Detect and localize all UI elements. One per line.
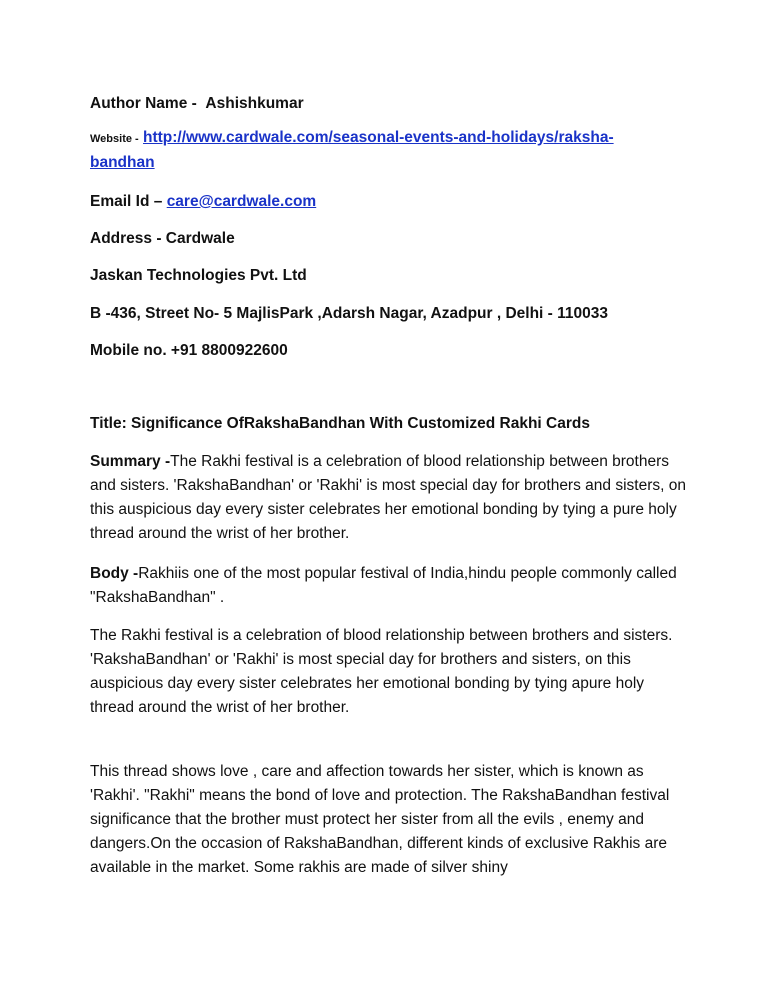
address-line: B -436, Street No- 5 MajlisPark ,Adarsh Nagar, Azadpur , Delhi - 110033 (90, 305, 609, 322)
email-label: Email Id – (90, 193, 163, 210)
body-label: Body - (90, 565, 139, 582)
paragraph-1: The Rakhi festival is a celebration of blood relationship between brothers and sisters. 'RakshaBandhan' or 'Rakhi' is most special day for brothers and sisters, on this auspicious day every sister celebrates her emotional bonding by tying apure holy thread around the wrist of her brother. (90, 627, 673, 716)
website-link[interactable]: http://www.cardwale.com/seasonal-events-and-holidays/raksha- (143, 129, 614, 146)
author-line (90, 94, 304, 113)
summary-paragraph (90, 450, 690, 546)
paragraph-2: This thread shows love , care and affection towards her sister, which is known as 'Rakhi'. "Rakhi" means the bond of love and protection. The RakshaBandhan festival significance that the brother must protect her sister from all the evils , enemy and dangers.On the occasion of RakshaBandhan, different kinds of exclusive Rakhis are available in the market. Some rakhis are made of silver shiny (90, 763, 670, 876)
mobile-line: Mobile no. +91 8800922600 (90, 342, 288, 359)
author-name: Ashishkumar (205, 95, 304, 112)
website-link-continued[interactable]: bandhan (90, 154, 155, 171)
email-link[interactable]: care@cardwale.com (166, 193, 317, 210)
article-title: Title: Significance OfRakshaBandhan With Customized Rakhi Cards (90, 415, 590, 432)
website-line (90, 128, 614, 149)
website-label: Website - (90, 133, 139, 145)
email-line (90, 192, 316, 211)
company-name: Jaskan Technologies Pvt. Ltd (90, 267, 307, 284)
author-label: Author Name - (90, 95, 197, 112)
summary-label: Summary - (90, 453, 171, 470)
website-line-2 (90, 153, 155, 172)
body-paragraph (90, 562, 690, 610)
summary-text: The Rakhi festival is a celebration of blood relationship between brothers and sisters. 'RakshaBandhan' or 'Rakhi' is most special day for brothers and sisters, on this auspicious day every sister celebrates her emotional bonding by tying a pure holy thread around the wrist of her brother. (90, 453, 686, 542)
body-text: Rakhiis one of the most popular festival of India,hindu people commonly called "RakshaBandhan" . (90, 565, 677, 606)
address-label: Address - Cardwale (90, 230, 235, 247)
